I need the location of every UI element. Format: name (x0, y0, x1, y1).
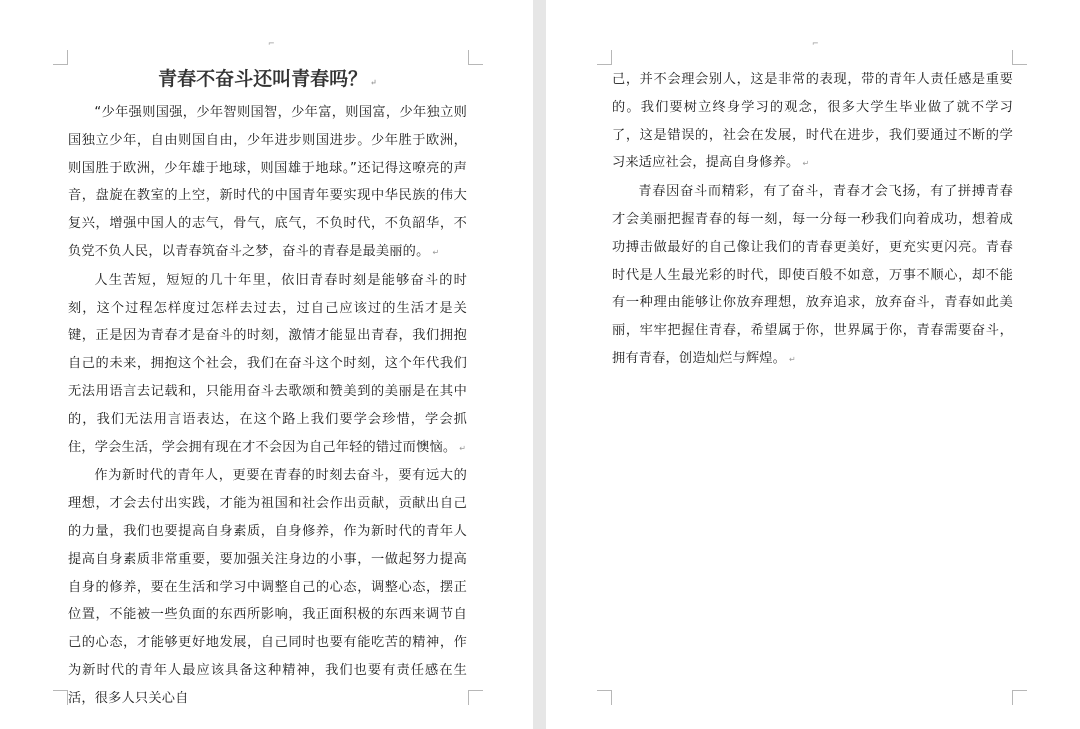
document-title: 青春不奋斗还叫青春吗？ ↵ (158, 68, 377, 90)
paragraph: 青春因奋斗而精彩，有了奋斗，青春才会飞扬，有了拼搏青春才会美丽把握青春的每一刻，每一分每一秒我们向着成功，想着成功搏击做最好的自己像让我们的青春更美好，更充实更闪亮。青春时代是人生最光彩的时代，即使百般不如意，万事不顺心，却不能有一种理由能够让你放弃理想，放弃追求，放弃奋斗，青春如此美丽，牢牢把握住青春，希望属于你，世界属于你，青春需要奋斗，拥有青春，创造灿烂与辉煌。 ↵ (612, 184, 1013, 366)
paragraph-mark-icon: ↵ (432, 247, 440, 257)
paragraph-mark-icon: ↵ (789, 354, 796, 364)
margin-corner-mark (597, 50, 612, 65)
margin-corner-mark (1012, 690, 1027, 705)
paragraph: 己，并不会理会别人，这是非常的表现，带的青年人责任感是重要的。我们要树立终身学习的观念，很多大学生毕业做了就不学习了，这是错误的，社会在发展，时代在进步，我们要通过不断的学习来适应社会，提高自身修养。 ↵ (612, 72, 1013, 171)
margin-corner-mark (53, 50, 68, 65)
paragraph-mark-icon: ↵ (802, 159, 810, 169)
page-2-body[interactable] (612, 66, 1013, 374)
margin-corner-mark (468, 50, 483, 65)
header-anchor-icon: ⌐ (268, 39, 275, 48)
paragraph-mark-icon: ↵ (370, 77, 377, 87)
paragraph: 人生苦短，短短的几十年里，依旧青春时刻是能够奋斗的时刻，这个过程怎样度过怎样去过去，过自己应该过的生活才是关键，正是因为青春才是奋斗的时刻，激情才能显出青春，我们拥抱自己的未来，拥抱这个社会，我们在奋斗这个时刻，这个年代我们无法用语言去记载和，只能用奋斗去歌颂和赞美到的美丽是在其中的，我们无法用言语表达，在这个路上我们要学会珍惜，学会抓住，学会生活，学会拥有现在才不会因为自己年轻的错过而懊恼。 ↵ (68, 272, 467, 455)
paragraph: 作为新时代的青年人，更要在青春的时刻去奋斗，要有远大的理想，才会去付出实践，才能为祖国和社会作出贡献，贡献出自己的力量，我们也要提高自身素质，自身修养，作为新时代的青年人提高自身素质非常重要，要加强关注身边的小事，一做起努力提高自身的修养，要在生活和学习中调整自己的心态，调整心态，摆正位置，不能被一些负面的东西所影响，我正面积极的东西来调节自己的心态，才能够更好地发展，自己同时也要有能吃苦的精神，作为新时代的青年人最应该具备这种精神，我们也要有责任感在生活，很多人只关心自 (68, 468, 467, 706)
margin-corner-mark (468, 690, 483, 705)
document-page-1 (0, 0, 533, 729)
header-anchor-icon: ⌐ (812, 39, 819, 48)
margin-corner-mark (597, 690, 612, 705)
margin-corner-mark (1012, 50, 1027, 65)
paragraph-mark-icon: ↵ (459, 443, 467, 453)
paragraph: “少年强则国强，少年智则国智，少年富，则国富，少年独立则国独立少年，自由则国自由，少年进步则国进步。少年胜于欧洲，则国胜于欧洲，少年雄于地球，则国雄于地球。”还记得这嘹亮的声音，盘旋在教室的上空，新时代的中国青年要实现中华民族的伟大复兴，增强中国人的志气，骨气，底气，不负时代，不负韶华，不负党不负人民，以青春筑奋斗之梦，奋斗的青春是最美丽的。 ↵ (68, 105, 467, 259)
margin-corner-mark (53, 690, 68, 705)
document-page-2 (546, 0, 1080, 729)
page-1-body[interactable] (68, 64, 467, 713)
